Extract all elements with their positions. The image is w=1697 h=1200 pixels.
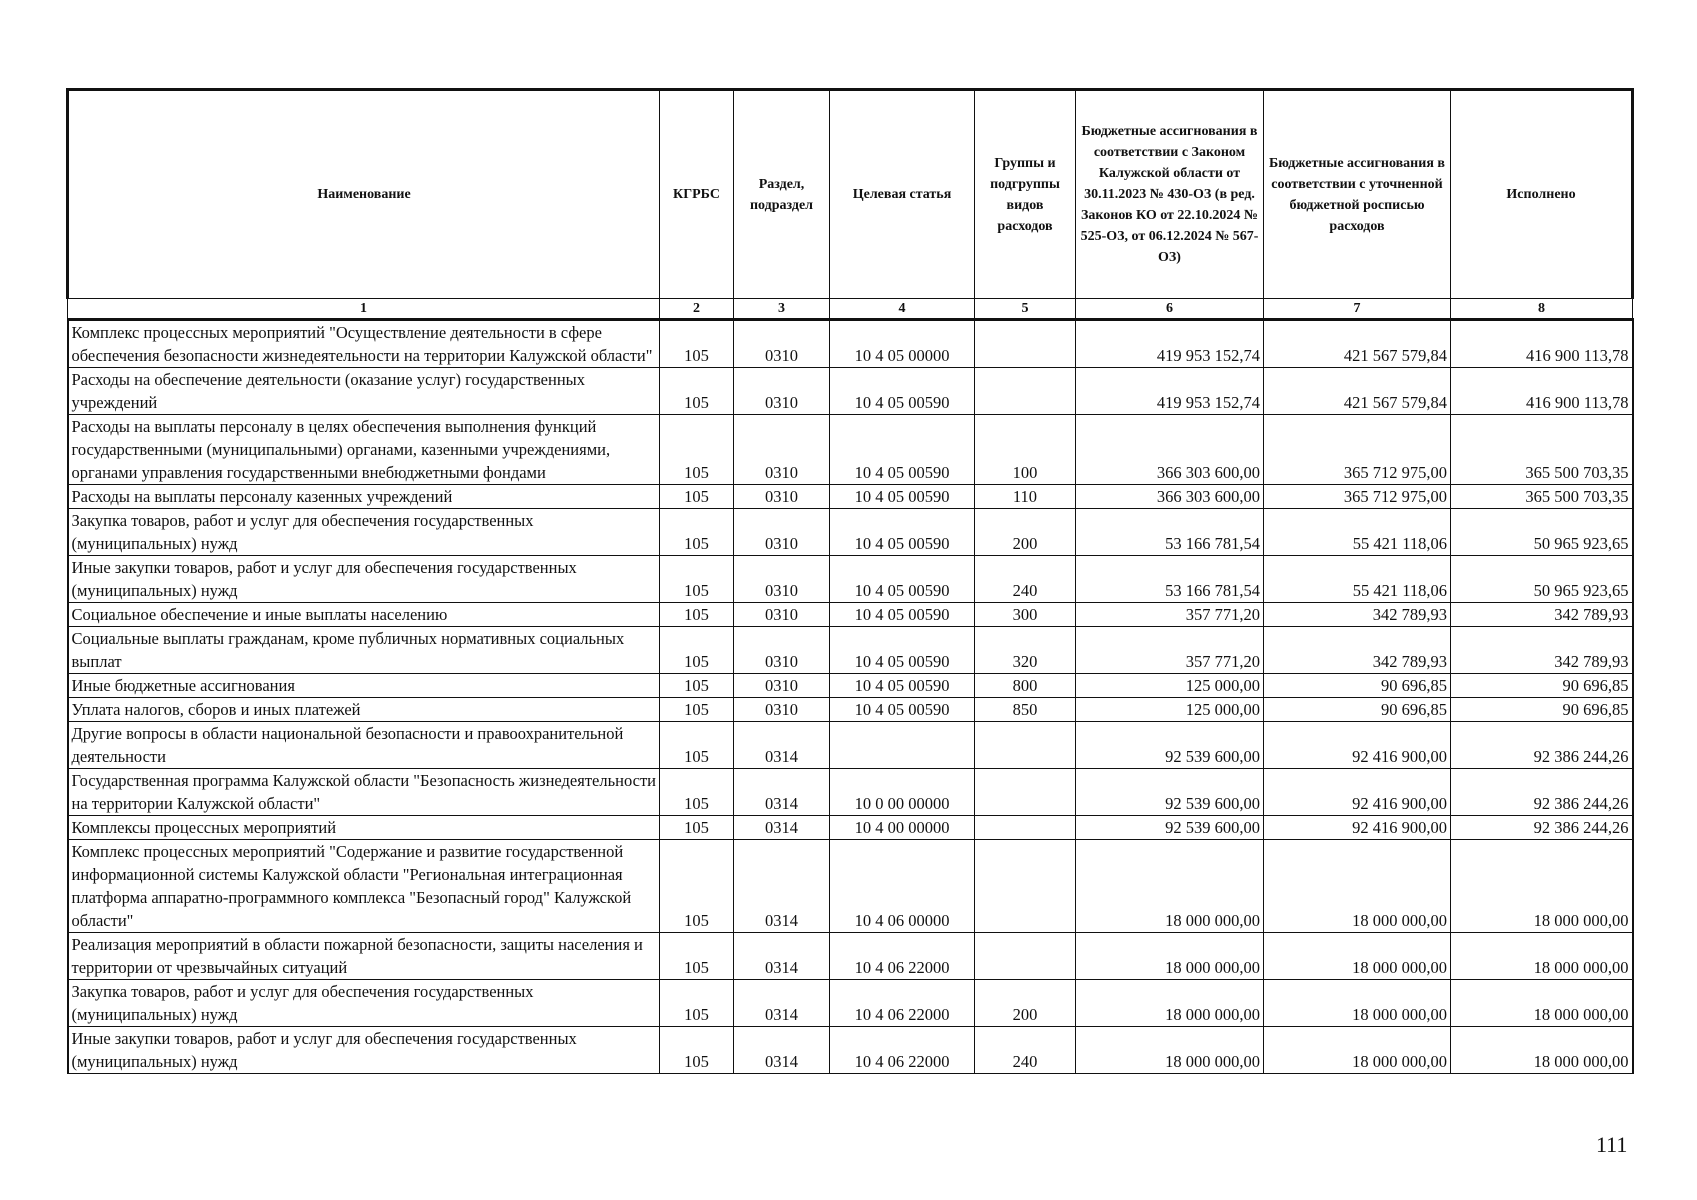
header-name: Наименование [68, 90, 660, 299]
row-law-amount: 366 303 600,00 [1076, 485, 1264, 509]
table-row [68, 320, 1633, 368]
row-section: 0310 [734, 415, 830, 485]
table-row [68, 674, 1633, 698]
row-revised-amount: 18 000 000,00 [1264, 840, 1451, 933]
row-section: 0314 [734, 722, 830, 769]
row-law-amount: 125 000,00 [1076, 674, 1264, 698]
row-executed-amount: 18 000 000,00 [1451, 933, 1633, 980]
row-expense-group: 800 [975, 674, 1076, 698]
row-revised-amount: 365 712 975,00 [1264, 485, 1451, 509]
table-row [68, 980, 1633, 1027]
row-expense-group: 240 [975, 556, 1076, 603]
row-name: Комплекс процессных мероприятий "Содержание и развитие государственной информационной системы Калужской области "Региональная интеграционная платформа аппаратно-программного комплекса "Безопасный город" Калужской области" [68, 840, 660, 933]
row-executed-amount: 92 386 244,26 [1451, 769, 1633, 816]
row-expense-group [975, 933, 1076, 980]
column-number: 7 [1264, 299, 1451, 320]
row-target-article: 10 4 06 22000 [830, 1027, 975, 1074]
row-law-amount: 18 000 000,00 [1076, 1027, 1264, 1074]
row-section: 0310 [734, 320, 830, 368]
row-kgrbs: 105 [660, 722, 734, 769]
row-target-article [830, 722, 975, 769]
row-target-article: 10 4 05 00590 [830, 509, 975, 556]
row-executed-amount: 18 000 000,00 [1451, 1027, 1633, 1074]
row-executed-amount: 90 696,85 [1451, 698, 1633, 722]
row-name: Иные бюджетные ассигнования [68, 674, 660, 698]
row-executed-amount: 50 965 923,65 [1451, 556, 1633, 603]
row-executed-amount: 342 789,93 [1451, 627, 1633, 674]
row-expense-group: 200 [975, 509, 1076, 556]
row-section: 0314 [734, 1027, 830, 1074]
row-executed-amount: 92 386 244,26 [1451, 816, 1633, 840]
row-law-amount: 419 953 152,74 [1076, 320, 1264, 368]
row-expense-group [975, 769, 1076, 816]
table-row [68, 769, 1633, 816]
column-number: 6 [1076, 299, 1264, 320]
row-revised-amount: 421 567 579,84 [1264, 320, 1451, 368]
row-executed-amount: 18 000 000,00 [1451, 980, 1633, 1027]
row-target-article: 10 4 05 00590 [830, 674, 975, 698]
row-section: 0314 [734, 840, 830, 933]
row-expense-group [975, 722, 1076, 769]
row-executed-amount: 365 500 703,35 [1451, 415, 1633, 485]
table-row [68, 698, 1633, 722]
row-name: Иные закупки товаров, работ и услуг для обеспечения государственных (муниципальных) нужд [68, 1027, 660, 1074]
row-law-amount: 419 953 152,74 [1076, 368, 1264, 415]
row-executed-amount: 365 500 703,35 [1451, 485, 1633, 509]
row-expense-group [975, 320, 1076, 368]
row-name: Расходы на обеспечение деятельности (оказание услуг) государственных учреждений [68, 368, 660, 415]
row-revised-amount: 342 789,93 [1264, 627, 1451, 674]
row-law-amount: 357 771,20 [1076, 627, 1264, 674]
row-revised-amount: 92 416 900,00 [1264, 722, 1451, 769]
row-executed-amount: 90 696,85 [1451, 674, 1633, 698]
row-law-amount: 125 000,00 [1076, 698, 1264, 722]
row-section: 0310 [734, 556, 830, 603]
row-name: Расходы на выплаты персоналу казенных учреждений [68, 485, 660, 509]
row-kgrbs: 105 [660, 1027, 734, 1074]
row-target-article: 10 4 06 22000 [830, 980, 975, 1027]
row-kgrbs: 105 [660, 674, 734, 698]
row-kgrbs: 105 [660, 556, 734, 603]
header-expense-groups: Группы и подгруппы видов расходов [975, 90, 1076, 299]
row-expense-group: 110 [975, 485, 1076, 509]
row-executed-amount: 416 900 113,78 [1451, 320, 1633, 368]
row-kgrbs: 105 [660, 485, 734, 509]
row-expense-group [975, 816, 1076, 840]
table-row [68, 627, 1633, 674]
row-law-amount: 92 539 600,00 [1076, 722, 1264, 769]
header-law-allocations: Бюджетные ассигнования в соответствии с Законом Калужской области от 30.11.2023 № 430-ОЗ (в ред. Законов КО от 22.10.2024 № 525-ОЗ, от 06.12.2024 № 567-ОЗ) [1076, 90, 1264, 299]
header-kgrbs: КГРБС [660, 90, 734, 299]
row-kgrbs: 105 [660, 603, 734, 627]
row-name: Комплекс процессных мероприятий "Осуществление деятельности в сфере обеспечения безопасности жизнедеятельности на территории Калужской области" [68, 320, 660, 368]
header-target-article: Целевая статья [830, 90, 975, 299]
row-kgrbs: 105 [660, 816, 734, 840]
row-revised-amount: 365 712 975,00 [1264, 415, 1451, 485]
row-target-article: 10 4 06 22000 [830, 933, 975, 980]
row-law-amount: 357 771,20 [1076, 603, 1264, 627]
table-row [68, 603, 1633, 627]
row-name: Социальные выплаты гражданам, кроме публичных нормативных социальных выплат [68, 627, 660, 674]
row-target-article: 10 4 05 00590 [830, 368, 975, 415]
row-kgrbs: 105 [660, 368, 734, 415]
row-revised-amount: 90 696,85 [1264, 674, 1451, 698]
row-expense-group: 320 [975, 627, 1076, 674]
row-section: 0310 [734, 603, 830, 627]
row-executed-amount: 18 000 000,00 [1451, 840, 1633, 933]
row-section: 0310 [734, 368, 830, 415]
column-number-row [68, 299, 1633, 320]
row-revised-amount: 18 000 000,00 [1264, 980, 1451, 1027]
row-revised-amount: 18 000 000,00 [1264, 933, 1451, 980]
row-section: 0314 [734, 816, 830, 840]
table-body [68, 320, 1633, 1074]
header-section: Раздел, подраздел [734, 90, 830, 299]
row-kgrbs: 105 [660, 509, 734, 556]
row-law-amount: 366 303 600,00 [1076, 415, 1264, 485]
header-executed: Исполнено [1451, 90, 1633, 299]
row-revised-amount: 55 421 118,06 [1264, 556, 1451, 603]
row-kgrbs: 105 [660, 698, 734, 722]
row-executed-amount: 342 789,93 [1451, 603, 1633, 627]
row-name: Закупка товаров, работ и услуг для обеспечения государственных (муниципальных) нужд [68, 980, 660, 1027]
row-name: Социальное обеспечение и иные выплаты населению [68, 603, 660, 627]
row-name: Расходы на выплаты персоналу в целях обеспечения выполнения функций государственными (муниципальными) органами, казенными учреждениями, органами управления государственными внебюджетными фондами [68, 415, 660, 485]
table-row [68, 485, 1633, 509]
row-target-article: 10 4 05 00590 [830, 556, 975, 603]
row-name: Реализация мероприятий в области пожарной безопасности, защиты населения и территории от чрезвычайных ситуаций [68, 933, 660, 980]
row-target-article: 10 4 05 00590 [830, 603, 975, 627]
column-number: 5 [975, 299, 1076, 320]
column-number: 2 [660, 299, 734, 320]
row-revised-amount: 90 696,85 [1264, 698, 1451, 722]
row-target-article: 10 4 05 00000 [830, 320, 975, 368]
row-section: 0310 [734, 509, 830, 556]
table-row [68, 368, 1633, 415]
row-executed-amount: 92 386 244,26 [1451, 722, 1633, 769]
column-number: 8 [1451, 299, 1633, 320]
row-executed-amount: 50 965 923,65 [1451, 509, 1633, 556]
row-target-article: 10 4 00 00000 [830, 816, 975, 840]
row-kgrbs: 105 [660, 320, 734, 368]
row-expense-group: 200 [975, 980, 1076, 1027]
column-number: 3 [734, 299, 830, 320]
row-revised-amount: 18 000 000,00 [1264, 1027, 1451, 1074]
row-section: 0314 [734, 769, 830, 816]
page-number: 111 [1596, 1132, 1628, 1157]
row-target-article: 10 0 00 00000 [830, 769, 975, 816]
row-revised-amount: 421 567 579,84 [1264, 368, 1451, 415]
row-law-amount: 53 166 781,54 [1076, 509, 1264, 556]
row-section: 0314 [734, 980, 830, 1027]
table-row [68, 816, 1633, 840]
row-section: 0310 [734, 627, 830, 674]
column-number: 1 [68, 299, 660, 320]
row-name: Уплата налогов, сборов и иных платежей [68, 698, 660, 722]
row-law-amount: 18 000 000,00 [1076, 933, 1264, 980]
table-row [68, 509, 1633, 556]
row-law-amount: 92 539 600,00 [1076, 816, 1264, 840]
row-name: Закупка товаров, работ и услуг для обеспечения государственных (муниципальных) нужд [68, 509, 660, 556]
row-law-amount: 53 166 781,54 [1076, 556, 1264, 603]
row-kgrbs: 105 [660, 933, 734, 980]
row-target-article: 10 4 05 00590 [830, 627, 975, 674]
row-kgrbs: 105 [660, 627, 734, 674]
row-name: Иные закупки товаров, работ и услуг для обеспечения государственных (муниципальных) нужд [68, 556, 660, 603]
row-section: 0314 [734, 933, 830, 980]
row-kgrbs: 105 [660, 415, 734, 485]
row-revised-amount: 342 789,93 [1264, 603, 1451, 627]
table-row [68, 1027, 1633, 1074]
row-section: 0310 [734, 698, 830, 722]
row-name: Другие вопросы в области национальной безопасности и правоохранительной деятельности [68, 722, 660, 769]
row-revised-amount: 55 421 118,06 [1264, 509, 1451, 556]
row-executed-amount: 416 900 113,78 [1451, 368, 1633, 415]
row-expense-group: 850 [975, 698, 1076, 722]
table-row [68, 933, 1633, 980]
row-kgrbs: 105 [660, 980, 734, 1027]
table-row [68, 840, 1633, 933]
row-expense-group [975, 368, 1076, 415]
row-target-article: 10 4 05 00590 [830, 698, 975, 722]
row-expense-group: 100 [975, 415, 1076, 485]
table-row [68, 415, 1633, 485]
row-kgrbs: 105 [660, 769, 734, 816]
row-expense-group: 300 [975, 603, 1076, 627]
column-number: 4 [830, 299, 975, 320]
row-name: Государственная программа Калужской области "Безопасность жизнедеятельности на территории Калужской области" [68, 769, 660, 816]
budget-table [66, 88, 1634, 1074]
row-section: 0310 [734, 485, 830, 509]
row-expense-group: 240 [975, 1027, 1076, 1074]
row-law-amount: 18 000 000,00 [1076, 980, 1264, 1027]
row-expense-group [975, 840, 1076, 933]
row-name: Комплексы процессных мероприятий [68, 816, 660, 840]
header-revised-allocations: Бюджетные ассигнования в соответствии с уточненной бюджетной росписью расходов [1264, 90, 1451, 299]
row-revised-amount: 92 416 900,00 [1264, 816, 1451, 840]
row-target-article: 10 4 05 00590 [830, 415, 975, 485]
row-section: 0310 [734, 674, 830, 698]
row-law-amount: 18 000 000,00 [1076, 840, 1264, 933]
row-revised-amount: 92 416 900,00 [1264, 769, 1451, 816]
row-kgrbs: 105 [660, 840, 734, 933]
table-row [68, 722, 1633, 769]
row-target-article: 10 4 05 00590 [830, 485, 975, 509]
table-header [68, 90, 1633, 320]
row-law-amount: 92 539 600,00 [1076, 769, 1264, 816]
table-row [68, 556, 1633, 603]
row-target-article: 10 4 06 00000 [830, 840, 975, 933]
